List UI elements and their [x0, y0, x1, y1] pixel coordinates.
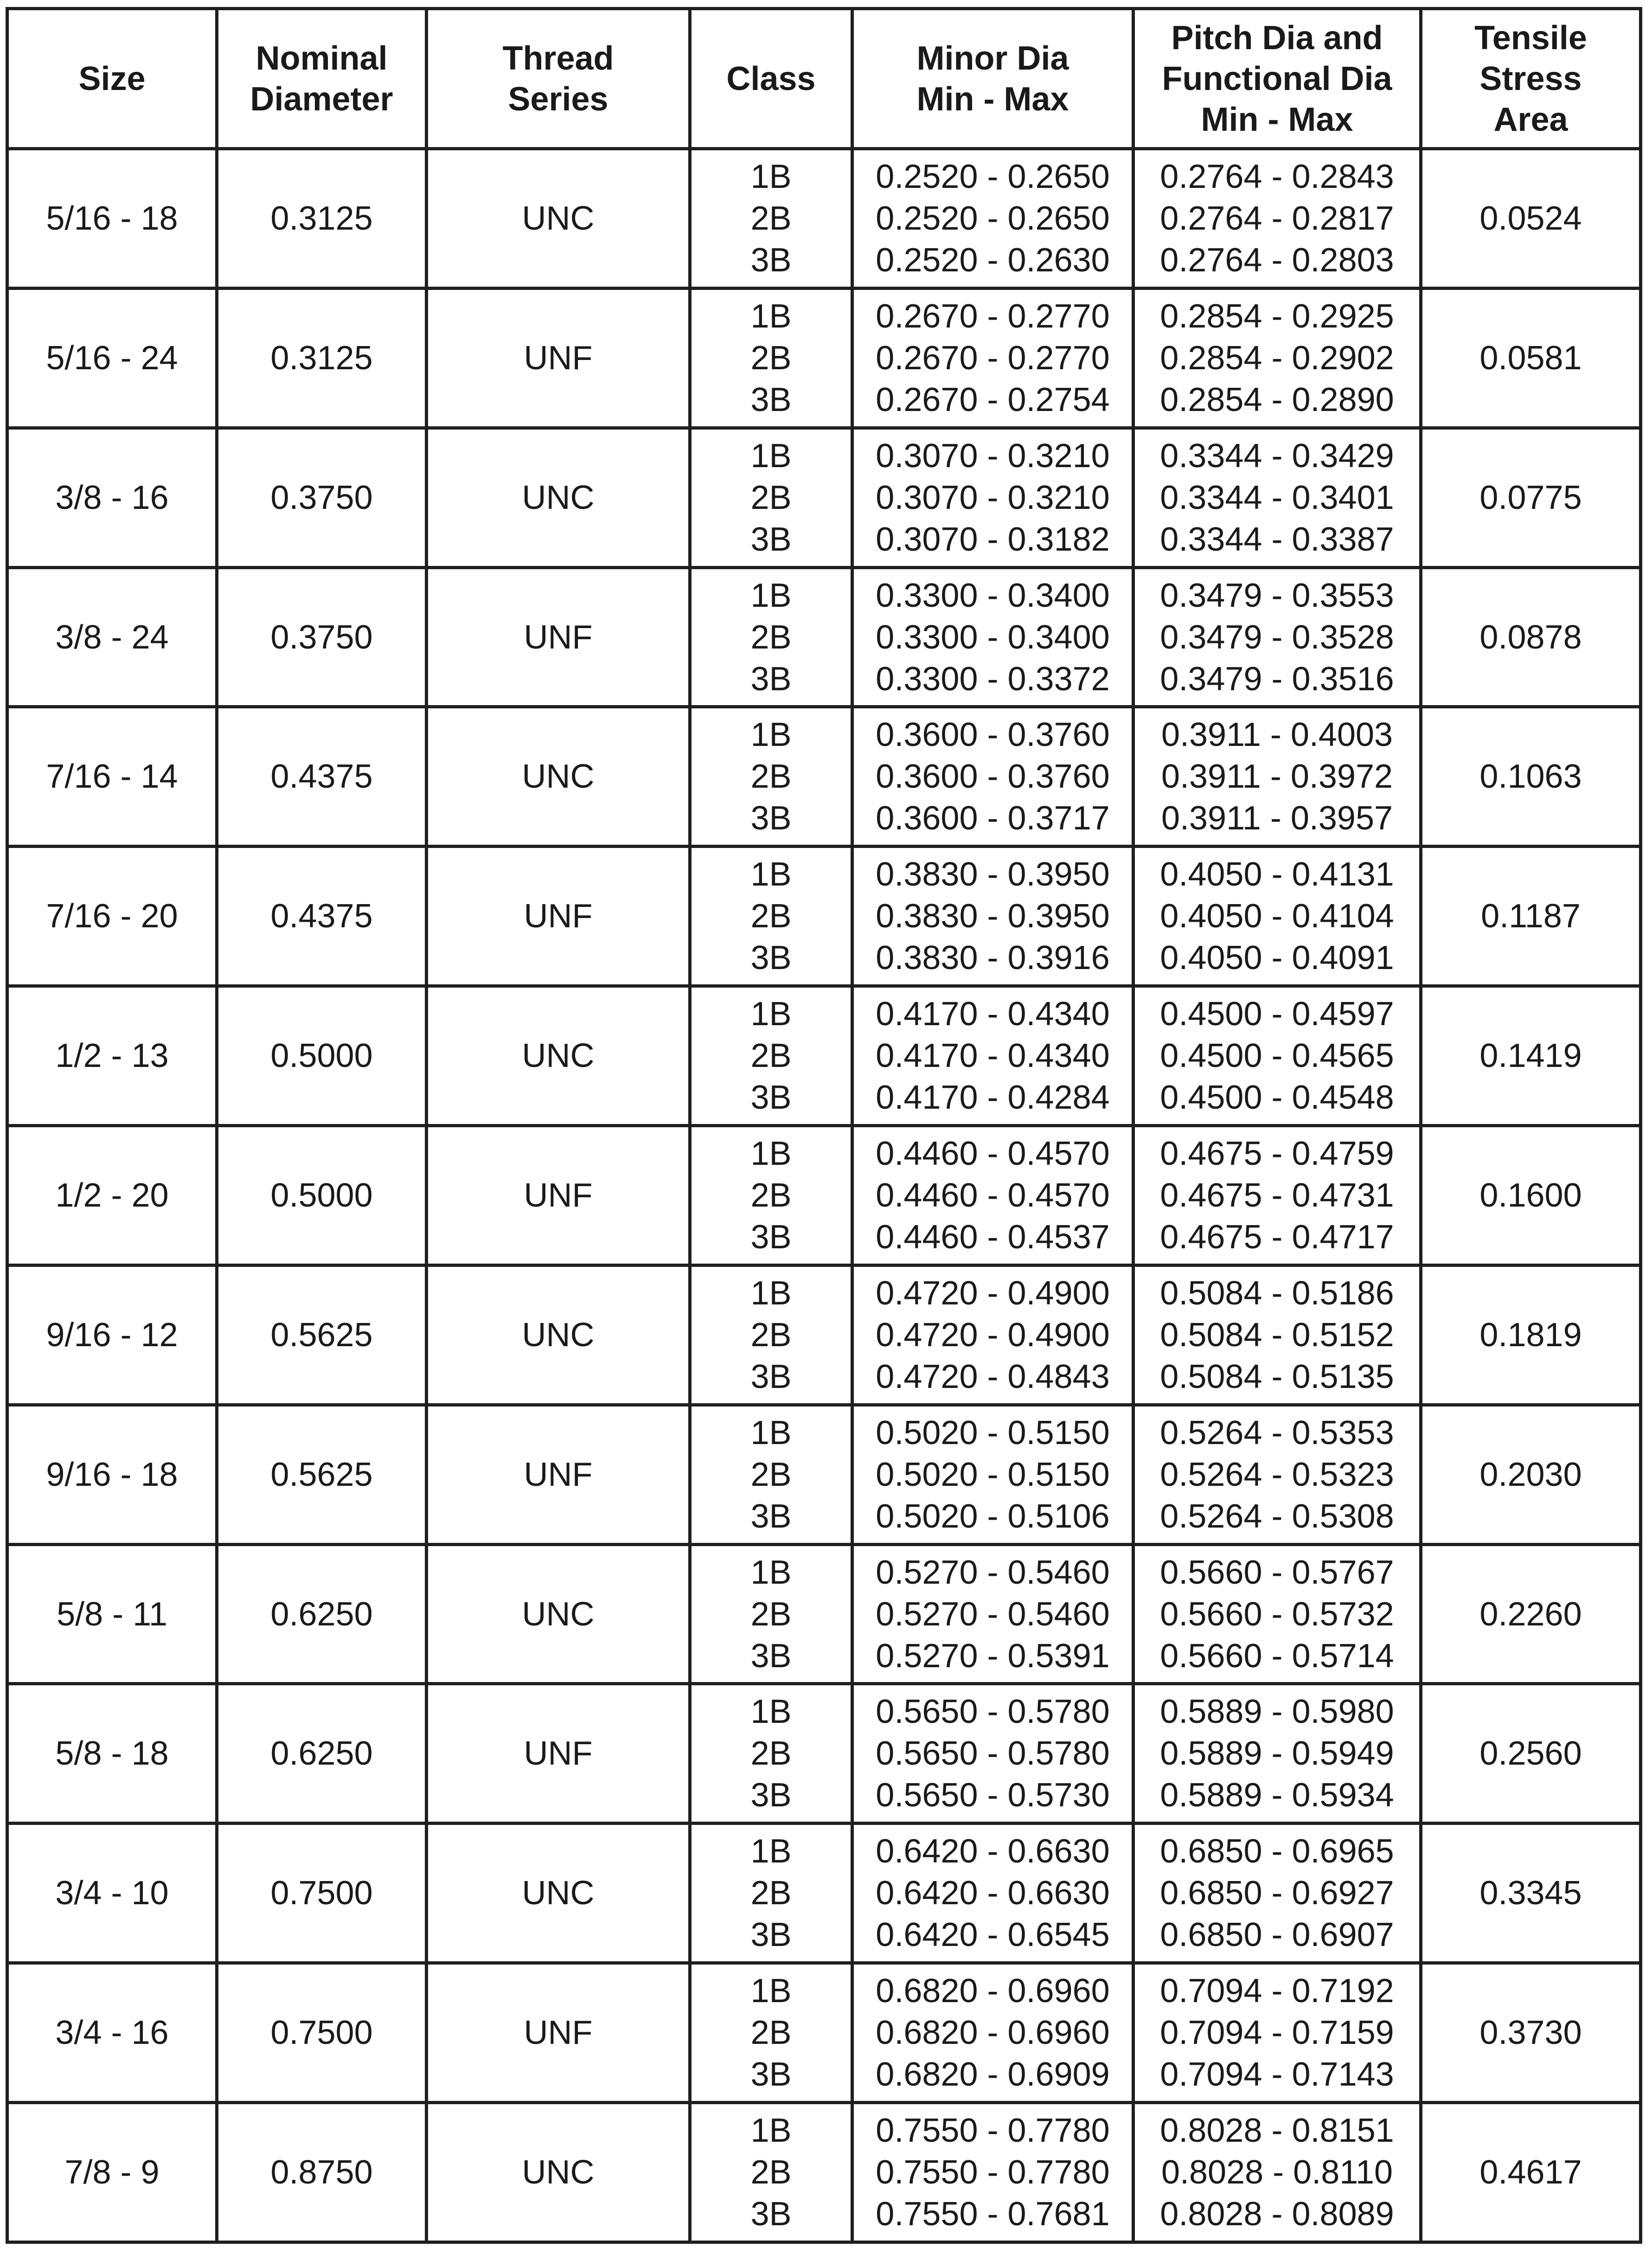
pitch-dia-cell-line: 0.2764 - 0.2817: [1160, 199, 1394, 237]
pitch-dia-cell-line: 0.3911 - 0.3957: [1161, 800, 1393, 837]
pitch-dia-cell-line: 0.4500 - 0.4548: [1160, 1079, 1394, 1117]
class-cell-line: 3B: [750, 241, 792, 279]
class-cell-line: 1B: [750, 1972, 792, 2010]
class-cell-line: 1B: [750, 1135, 792, 1172]
class-cell-line: 3B: [750, 1079, 792, 1117]
pitch-dia-cell: [1133, 847, 1421, 986]
pitch-dia-cell: [1133, 1126, 1421, 1265]
column-header-line: Stress: [1479, 60, 1582, 97]
minor-dia-cell: [852, 1544, 1133, 1684]
nominal-diameter-cell: 0.5000: [217, 986, 427, 1126]
nominal-diameter-cell: 0.8750: [217, 2103, 427, 2242]
table-row: [7, 1544, 1641, 1684]
class-cell-line: 1B: [750, 1274, 792, 1312]
minor-dia-cell-line: 0.6820 - 0.6960: [876, 1972, 1110, 2010]
minor-dia-cell-line: 0.4460 - 0.4570: [876, 1135, 1110, 1172]
class-cell-line: 3B: [750, 2196, 792, 2233]
pitch-dia-cell-line: 0.4050 - 0.4104: [1160, 898, 1394, 935]
class-cell-line: 3B: [750, 1497, 792, 1535]
class-cell: [690, 847, 852, 986]
minor-dia-cell: [852, 428, 1133, 567]
pitch-dia-cell-line: 0.3479 - 0.3528: [1160, 618, 1394, 656]
nominal-diameter-cell: 0.3750: [217, 428, 427, 567]
pitch-dia-cell-line: 0.5264 - 0.5353: [1160, 1414, 1394, 1451]
nominal-diameter-cell: 0.5625: [217, 1405, 427, 1544]
size-cell: 5/8 - 18: [7, 1684, 217, 1824]
class-cell-line: 2B: [750, 2154, 792, 2191]
thread-spec-table: [6, 7, 1642, 2244]
tensile-stress-area-cell: 0.0524: [1421, 149, 1641, 289]
minor-dia-cell-line: 0.6820 - 0.6960: [876, 2014, 1110, 2052]
minor-dia-cell-line: 0.5650 - 0.5780: [876, 1735, 1110, 1772]
thread-series-cell: UNF: [427, 288, 690, 428]
pitch-dia-cell-line: 0.4050 - 0.4131: [1160, 856, 1394, 893]
class-cell-line: 3B: [750, 800, 792, 837]
class-cell: [690, 149, 852, 289]
thread-series-cell: UNF: [427, 1405, 690, 1544]
class-cell-line: 2B: [750, 2014, 792, 2052]
class-cell: [690, 1824, 852, 1963]
minor-dia-cell-line: 0.3070 - 0.3210: [876, 479, 1110, 516]
table-row: [7, 149, 1641, 289]
table-row: [7, 288, 1641, 428]
class-cell: [690, 288, 852, 428]
table-row: [7, 1684, 1641, 1824]
tensile-stress-area-cell: 0.2030: [1421, 1405, 1641, 1544]
tensile-stress-area-cell: 0.2560: [1421, 1684, 1641, 1824]
size-cell: 3/8 - 24: [7, 567, 217, 707]
pitch-dia-cell-line: 0.5264 - 0.5323: [1160, 1456, 1394, 1493]
nominal-diameter-cell: 0.6250: [217, 1684, 427, 1824]
class-cell-line: 2B: [750, 1875, 792, 1912]
table-row: [7, 707, 1641, 847]
minor-dia-cell: [852, 288, 1133, 428]
nominal-diameter-cell: 0.7500: [217, 1963, 427, 2103]
pitch-dia-cell: [1133, 149, 1421, 289]
class-cell-line: 2B: [750, 479, 792, 516]
class-cell-line: 2B: [750, 1735, 792, 1772]
column-header-class: [690, 9, 852, 149]
minor-dia-cell-line: 0.2520 - 0.2630: [876, 241, 1110, 279]
pitch-dia-cell-line: 0.6850 - 0.6965: [1160, 1833, 1394, 1870]
tensile-stress-area-cell: 0.0775: [1421, 428, 1641, 567]
minor-dia-cell-line: 0.7550 - 0.7780: [876, 2154, 1110, 2191]
size-cell: 5/16 - 18: [7, 149, 217, 289]
minor-dia-cell-line: 0.4170 - 0.4340: [876, 1037, 1110, 1075]
class-cell-line: 3B: [750, 520, 792, 558]
pitch-dia-cell-line: 0.4675 - 0.4717: [1160, 1218, 1394, 1256]
pitch-dia-cell: [1133, 1405, 1421, 1544]
minor-dia-cell-line: 0.3300 - 0.3372: [876, 660, 1110, 698]
pitch-dia-cell-line: 0.4500 - 0.4597: [1160, 995, 1394, 1033]
class-cell-line: 1B: [750, 1414, 792, 1451]
size-cell: 9/16 - 18: [7, 1405, 217, 1544]
minor-dia-cell-line: 0.3300 - 0.3400: [876, 577, 1110, 614]
nominal-diameter-cell: 0.7500: [217, 1824, 427, 1963]
class-cell-line: 3B: [750, 1777, 792, 1814]
pitch-dia-cell-line: 0.5889 - 0.5949: [1160, 1735, 1394, 1772]
class-cell-line: 2B: [750, 1037, 792, 1075]
minor-dia-cell-line: 0.4170 - 0.4340: [876, 995, 1110, 1033]
nominal-diameter-cell: 0.4375: [217, 707, 427, 847]
tensile-stress-area-cell: 0.1600: [1421, 1126, 1641, 1265]
header-row: [7, 9, 1641, 149]
column-header-line: Minor Dia: [916, 39, 1069, 77]
pitch-dia-cell-line: 0.3344 - 0.3387: [1160, 520, 1394, 558]
pitch-dia-cell: [1133, 1824, 1421, 1963]
tensile-stress-area-cell: 0.0878: [1421, 567, 1641, 707]
class-cell-line: 3B: [750, 1358, 792, 1395]
table-row: [7, 986, 1641, 1126]
pitch-dia-cell-line: 0.5264 - 0.5308: [1160, 1497, 1394, 1535]
minor-dia-cell-line: 0.3070 - 0.3210: [876, 437, 1110, 475]
minor-dia-cell-line: 0.3600 - 0.3760: [876, 716, 1110, 754]
column-header-line: Thread: [502, 39, 614, 77]
tensile-stress-area-cell: 0.3345: [1421, 1824, 1641, 1963]
pitch-dia-cell: [1133, 986, 1421, 1126]
table-row: [7, 1824, 1641, 1963]
column-header-line: Series: [508, 80, 608, 118]
tensile-stress-area-cell: 0.1819: [1421, 1265, 1641, 1405]
pitch-dia-cell: [1133, 707, 1421, 847]
minor-dia-cell-line: 0.2670 - 0.2770: [876, 297, 1110, 335]
table-row: [7, 567, 1641, 707]
minor-dia-cell-line: 0.4170 - 0.4284: [876, 1079, 1110, 1117]
column-header-nominal-diameter: [217, 9, 427, 149]
class-cell-line: 2B: [750, 1595, 792, 1633]
minor-dia-cell: [852, 1684, 1133, 1824]
thread-series-cell: UNC: [427, 986, 690, 1126]
pitch-dia-cell-line: 0.5084 - 0.5152: [1160, 1316, 1394, 1354]
class-cell-line: 3B: [750, 381, 792, 418]
class-cell-line: 3B: [750, 2056, 792, 2093]
pitch-dia-cell-line: 0.2764 - 0.2843: [1160, 158, 1394, 195]
thread-series-cell: UNF: [427, 567, 690, 707]
pitch-dia-cell: [1133, 1684, 1421, 1824]
column-header-line: Class: [726, 60, 816, 97]
size-cell: 5/8 - 11: [7, 1544, 217, 1684]
tensile-stress-area-cell: 0.1063: [1421, 707, 1641, 847]
pitch-dia-cell-line: 0.7094 - 0.7159: [1160, 2014, 1394, 2052]
class-cell: [690, 428, 852, 567]
thread-series-cell: UNC: [427, 149, 690, 289]
minor-dia-cell-line: 0.7550 - 0.7780: [876, 2112, 1110, 2150]
class-cell-line: 2B: [750, 199, 792, 237]
minor-dia-cell: [852, 1824, 1133, 1963]
class-cell-line: 1B: [750, 1554, 792, 1591]
nominal-diameter-cell: 0.3125: [217, 288, 427, 428]
pitch-dia-cell-line: 0.2854 - 0.2925: [1160, 297, 1394, 335]
minor-dia-cell-line: 0.5270 - 0.5460: [876, 1595, 1110, 1633]
pitch-dia-cell-line: 0.8028 - 0.8089: [1160, 2196, 1394, 2233]
minor-dia-cell: [852, 847, 1133, 986]
nominal-diameter-cell: 0.5000: [217, 1126, 427, 1265]
class-cell: [690, 1126, 852, 1265]
minor-dia-cell: [852, 567, 1133, 707]
pitch-dia-cell-line: 0.5660 - 0.5714: [1160, 1637, 1394, 1675]
minor-dia-cell: [852, 2103, 1133, 2242]
class-cell-line: 1B: [750, 158, 792, 195]
table-header: [7, 9, 1641, 149]
pitch-dia-cell-line: 0.7094 - 0.7192: [1160, 1972, 1394, 2010]
thread-series-cell: UNC: [427, 1824, 690, 1963]
size-cell: 9/16 - 12: [7, 1265, 217, 1405]
class-cell-line: 1B: [750, 1833, 792, 1870]
pitch-dia-cell: [1133, 428, 1421, 567]
minor-dia-cell: [852, 1405, 1133, 1544]
minor-dia-cell-line: 0.3830 - 0.3950: [876, 856, 1110, 893]
pitch-dia-cell-line: 0.2854 - 0.2902: [1160, 339, 1394, 377]
table-row: [7, 1405, 1641, 1544]
minor-dia-cell-line: 0.5020 - 0.5106: [876, 1497, 1110, 1535]
class-cell-line: 3B: [750, 660, 792, 698]
class-cell-line: 1B: [750, 2112, 792, 2150]
pitch-dia-cell: [1133, 288, 1421, 428]
pitch-dia-cell-line: 0.3479 - 0.3516: [1160, 660, 1394, 698]
table-row: [7, 1963, 1641, 2103]
pitch-dia-cell-line: 0.3911 - 0.4003: [1161, 716, 1393, 754]
class-cell-line: 2B: [750, 898, 792, 935]
minor-dia-cell-line: 0.4720 - 0.4900: [876, 1316, 1110, 1354]
nominal-diameter-cell: 0.5625: [217, 1265, 427, 1405]
thread-series-cell: UNF: [427, 1684, 690, 1824]
tensile-stress-area-cell: 0.0581: [1421, 288, 1641, 428]
minor-dia-cell-line: 0.2670 - 0.2754: [876, 381, 1110, 418]
class-cell: [690, 2103, 852, 2242]
class-cell-line: 2B: [750, 618, 792, 656]
size-cell: 7/8 - 9: [7, 2103, 217, 2242]
class-cell: [690, 1265, 852, 1405]
size-cell: 7/16 - 14: [7, 707, 217, 847]
minor-dia-cell-line: 0.3070 - 0.3182: [876, 520, 1110, 558]
class-cell: [690, 707, 852, 847]
minor-dia-cell-line: 0.2520 - 0.2650: [876, 199, 1110, 237]
minor-dia-cell-line: 0.7550 - 0.7681: [876, 2196, 1110, 2233]
pitch-dia-cell-line: 0.3479 - 0.3553: [1160, 577, 1394, 614]
minor-dia-cell-line: 0.6820 - 0.6909: [876, 2056, 1110, 2093]
minor-dia-cell-line: 0.6420 - 0.6630: [876, 1833, 1110, 1870]
nominal-diameter-cell: 0.3750: [217, 567, 427, 707]
pitch-dia-cell-line: 0.8028 - 0.8110: [1161, 2154, 1393, 2191]
pitch-dia-cell-line: 0.3344 - 0.3429: [1160, 437, 1394, 475]
class-cell: [690, 1963, 852, 2103]
minor-dia-cell: [852, 1265, 1133, 1405]
pitch-dia-cell-line: 0.4050 - 0.4091: [1160, 939, 1394, 977]
nominal-diameter-cell: 0.3125: [217, 149, 427, 289]
table-row: [7, 1265, 1641, 1405]
minor-dia-cell-line: 0.6420 - 0.6545: [876, 1916, 1110, 1954]
column-header-thread-series: [427, 9, 690, 149]
pitch-dia-cell-line: 0.5084 - 0.5135: [1160, 1358, 1394, 1395]
size-cell: 3/8 - 16: [7, 428, 217, 567]
class-cell-line: 2B: [750, 339, 792, 377]
minor-dia-cell-line: 0.2520 - 0.2650: [876, 158, 1110, 195]
pitch-dia-cell: [1133, 1963, 1421, 2103]
column-header-line: Min - Max: [916, 80, 1069, 118]
class-cell-line: 2B: [750, 1176, 792, 1214]
class-cell-line: 3B: [750, 939, 792, 977]
minor-dia-cell-line: 0.6420 - 0.6630: [876, 1875, 1110, 1912]
column-header-tensile-stress-area: [1421, 9, 1641, 149]
pitch-dia-cell-line: 0.3911 - 0.3972: [1161, 758, 1393, 796]
size-cell: 5/16 - 24: [7, 288, 217, 428]
column-header-line: Pitch Dia and: [1171, 19, 1383, 57]
minor-dia-cell: [852, 986, 1133, 1126]
table-row: [7, 2103, 1641, 2242]
pitch-dia-cell-line: 0.2854 - 0.2890: [1160, 381, 1394, 418]
thread-series-cell: UNC: [427, 1265, 690, 1405]
tensile-stress-area-cell: 0.3730: [1421, 1963, 1641, 2103]
column-header-line: Size: [78, 60, 146, 97]
class-cell-line: 3B: [750, 1218, 792, 1256]
pitch-dia-cell-line: 0.5660 - 0.5732: [1160, 1595, 1394, 1633]
pitch-dia-cell: [1133, 1265, 1421, 1405]
class-cell-line: 1B: [750, 1693, 792, 1731]
pitch-dia-cell: [1133, 1544, 1421, 1684]
minor-dia-cell-line: 0.3600 - 0.3717: [876, 800, 1110, 837]
minor-dia-cell: [852, 707, 1133, 847]
thread-series-cell: UNC: [427, 707, 690, 847]
pitch-dia-cell-line: 0.4675 - 0.4731: [1160, 1176, 1394, 1214]
size-cell: 7/16 - 20: [7, 847, 217, 986]
thread-series-cell: UNC: [427, 2103, 690, 2242]
minor-dia-cell: [852, 1963, 1133, 2103]
minor-dia-cell-line: 0.4720 - 0.4843: [876, 1358, 1110, 1395]
class-cell: [690, 1544, 852, 1684]
tensile-stress-area-cell: 0.4617: [1421, 2103, 1641, 2242]
class-cell-line: 1B: [750, 995, 792, 1033]
class-cell: [690, 567, 852, 707]
size-cell: 1/2 - 13: [7, 986, 217, 1126]
class-cell-line: 1B: [750, 297, 792, 335]
pitch-dia-cell-line: 0.4675 - 0.4759: [1160, 1135, 1394, 1172]
thread-series-cell: UNF: [427, 847, 690, 986]
minor-dia-cell-line: 0.3600 - 0.3760: [876, 758, 1110, 796]
table-row: [7, 428, 1641, 567]
minor-dia-cell: [852, 1126, 1133, 1265]
minor-dia-cell-line: 0.4720 - 0.4900: [876, 1274, 1110, 1312]
pitch-dia-cell-line: 0.4500 - 0.4565: [1160, 1037, 1394, 1075]
class-cell-line: 1B: [750, 856, 792, 893]
column-header-line: Functional Dia: [1162, 60, 1392, 97]
pitch-dia-cell-line: 0.7094 - 0.7143: [1160, 2056, 1394, 2093]
pitch-dia-cell-line: 0.5889 - 0.5980: [1160, 1693, 1394, 1731]
pitch-dia-cell-line: 0.5889 - 0.5934: [1160, 1777, 1394, 1814]
column-header-size: [7, 9, 217, 149]
minor-dia-cell-line: 0.5020 - 0.5150: [876, 1456, 1110, 1493]
nominal-diameter-cell: 0.4375: [217, 847, 427, 986]
minor-dia-cell: [852, 149, 1133, 289]
size-cell: 3/4 - 16: [7, 1963, 217, 2103]
class-cell-line: 2B: [750, 1456, 792, 1493]
class-cell-line: 2B: [750, 758, 792, 796]
table-body: [7, 149, 1641, 2242]
thread-series-cell: UNF: [427, 1963, 690, 2103]
pitch-dia-cell-line: 0.8028 - 0.8151: [1160, 2112, 1394, 2150]
pitch-dia-cell-line: 0.2764 - 0.2803: [1160, 241, 1394, 279]
column-header-pitch-dia: [1133, 9, 1421, 149]
tensile-stress-area-cell: 0.2260: [1421, 1544, 1641, 1684]
nominal-diameter-cell: 0.6250: [217, 1544, 427, 1684]
class-cell-line: 1B: [750, 437, 792, 475]
size-cell: 3/4 - 10: [7, 1824, 217, 1963]
minor-dia-cell-line: 0.5020 - 0.5150: [876, 1414, 1110, 1451]
class-cell-line: 1B: [750, 577, 792, 614]
column-header-minor-dia: [852, 9, 1133, 149]
tensile-stress-area-cell: 0.1187: [1421, 847, 1641, 986]
pitch-dia-cell-line: 0.3344 - 0.3401: [1160, 479, 1394, 516]
column-header-line: Diameter: [250, 80, 393, 118]
minor-dia-cell-line: 0.5270 - 0.5460: [876, 1554, 1110, 1591]
pitch-dia-cell-line: 0.5084 - 0.5186: [1160, 1274, 1394, 1312]
pitch-dia-cell-line: 0.6850 - 0.6927: [1160, 1875, 1394, 1912]
pitch-dia-cell-line: 0.6850 - 0.6907: [1160, 1916, 1394, 1954]
size-cell: 1/2 - 20: [7, 1126, 217, 1265]
minor-dia-cell-line: 0.4460 - 0.4570: [876, 1176, 1110, 1214]
table-row: [7, 1126, 1641, 1265]
tensile-stress-area-cell: 0.1419: [1421, 986, 1641, 1126]
pitch-dia-cell-line: 0.5660 - 0.5767: [1160, 1554, 1394, 1591]
minor-dia-cell-line: 0.3300 - 0.3400: [876, 618, 1110, 656]
pitch-dia-cell: [1133, 2103, 1421, 2242]
minor-dia-cell-line: 0.4460 - 0.4537: [876, 1218, 1110, 1256]
minor-dia-cell-line: 0.5270 - 0.5391: [876, 1637, 1110, 1675]
class-cell: [690, 1405, 852, 1544]
class-cell-line: 1B: [750, 716, 792, 754]
thread-series-cell: UNC: [427, 428, 690, 567]
thread-series-cell: UNF: [427, 1126, 690, 1265]
class-cell: [690, 986, 852, 1126]
minor-dia-cell-line: 0.3830 - 0.3950: [876, 898, 1110, 935]
minor-dia-cell-line: 0.5650 - 0.5730: [876, 1777, 1110, 1814]
table-row: [7, 847, 1641, 986]
class-cell-line: 3B: [750, 1637, 792, 1675]
class-cell-line: 2B: [750, 1316, 792, 1354]
column-header-line: Area: [1493, 101, 1568, 138]
minor-dia-cell-line: 0.3830 - 0.3916: [876, 939, 1110, 977]
minor-dia-cell-line: 0.5650 - 0.5780: [876, 1693, 1110, 1731]
pitch-dia-cell: [1133, 567, 1421, 707]
class-cell-line: 3B: [750, 1916, 792, 1954]
column-header-line: Min - Max: [1201, 101, 1353, 138]
minor-dia-cell-line: 0.2670 - 0.2770: [876, 339, 1110, 377]
column-header-line: Tensile: [1474, 19, 1587, 57]
thread-series-cell: UNC: [427, 1544, 690, 1684]
class-cell: [690, 1684, 852, 1824]
column-header-line: Nominal: [256, 39, 388, 77]
